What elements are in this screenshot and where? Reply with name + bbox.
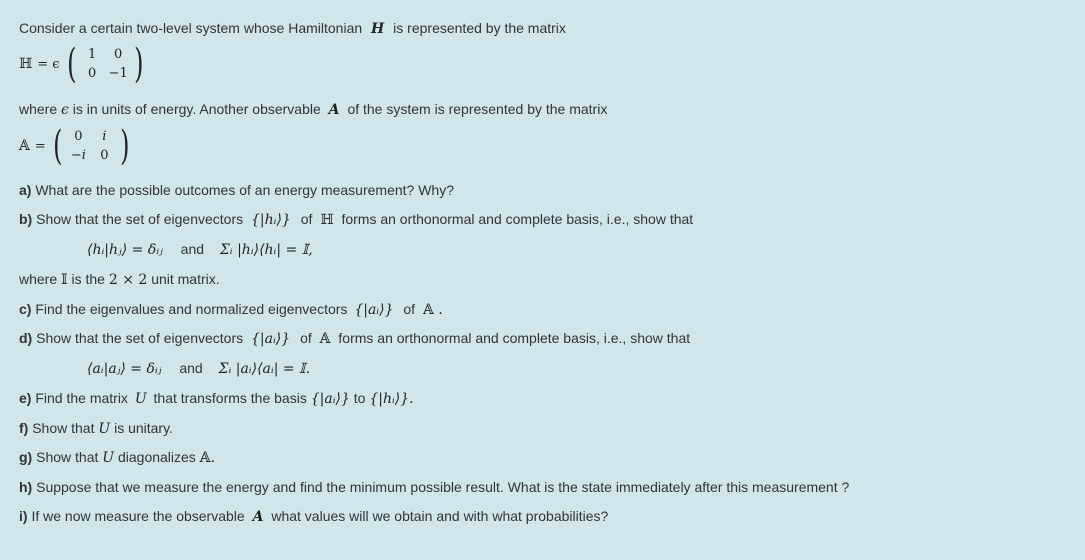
unit-matrix-symbol: 𝕀 xyxy=(61,272,68,288)
right-paren: ) xyxy=(134,41,144,87)
part-b-label: b) xyxy=(19,211,33,227)
part-b-and: and xyxy=(180,241,205,257)
matrix-cell: 0 xyxy=(88,66,97,81)
part-d-symbol: 𝔸 xyxy=(319,331,331,347)
part-b xyxy=(19,211,693,228)
matrix-h xyxy=(19,41,147,87)
part-g-u-symbol: U xyxy=(102,450,115,466)
part-c-label: c) xyxy=(19,301,32,317)
matrix-cell: 0 xyxy=(74,129,83,144)
part-c xyxy=(19,301,443,318)
part-a-text: What are the possible outcomes of an energy measurement? Why? xyxy=(35,182,455,198)
matrix-h-eq: = ϵ xyxy=(37,56,60,72)
where-unit-after: unit matrix. xyxy=(151,271,220,287)
part-d-of: of xyxy=(300,330,312,346)
part-f-u-symbol: U xyxy=(98,421,111,437)
part-d-eq2: Σᵢ |aᵢ⟩⟨aᵢ| = 𝕀. xyxy=(218,361,311,377)
matrix-cell: i xyxy=(102,129,107,144)
where-unit-mid: is the xyxy=(71,271,105,287)
part-c-symbol: 𝔸 . xyxy=(422,302,443,318)
part-c-of: of xyxy=(403,301,416,317)
unit-matrix-dims: 2 × 2 xyxy=(108,272,148,288)
left-paren: ( xyxy=(52,123,63,169)
part-d xyxy=(19,330,690,347)
hamiltonian-symbol: H xyxy=(371,21,385,37)
part-g xyxy=(19,449,215,466)
matrix-cell: −1 xyxy=(108,66,128,81)
matrix-cell: 1 xyxy=(88,47,97,62)
part-g-label: g) xyxy=(19,449,33,465)
part-a-label: a) xyxy=(19,182,32,198)
where-unit-text: where xyxy=(19,271,58,287)
part-e-set2: {|hᵢ⟩}. xyxy=(369,391,414,407)
part-d-text-after: forms an orthonormal and complete basis, i.e., show that xyxy=(338,330,691,346)
where-text-after: of the system is represented by the matrix xyxy=(347,101,608,117)
matrix-cell: 0 xyxy=(100,148,109,163)
matrix-a xyxy=(19,123,133,169)
part-e-to: to xyxy=(353,390,366,406)
part-f xyxy=(19,420,173,437)
epsilon-symbol: ϵ xyxy=(61,102,69,118)
part-b-text: Show that the set of eigenvectors xyxy=(36,211,244,227)
part-i-text: If we now measure the observable xyxy=(31,508,245,524)
part-e-label: e) xyxy=(19,390,32,406)
part-b-eq2: Σᵢ |hᵢ⟩⟨hᵢ| = 𝕀, xyxy=(219,242,313,258)
matrix-a-lhs: 𝔸 xyxy=(19,138,30,154)
part-a xyxy=(19,182,454,198)
part-d-label: d) xyxy=(19,330,33,346)
part-h-text: Suppose that we measure the energy and find the minimum possible result. What is the state immediately after this measurement ? xyxy=(36,479,850,495)
left-paren: ( xyxy=(66,41,77,87)
where-epsilon-line xyxy=(19,101,607,118)
part-f-text: Show that xyxy=(32,420,95,436)
right-paren: ) xyxy=(120,123,130,169)
part-d-equations xyxy=(87,360,310,377)
part-f-text-after: is unitary. xyxy=(114,420,173,436)
part-b-set: {|hᵢ⟩} xyxy=(251,212,291,228)
part-d-set: {|aᵢ⟩} xyxy=(251,331,291,347)
part-d-and: and xyxy=(179,360,203,376)
part-b-symbol: ℍ xyxy=(320,212,334,228)
part-g-symbol: 𝔸. xyxy=(199,450,216,466)
part-i-label: i) xyxy=(19,508,28,524)
matrix-h-lhs: ℍ xyxy=(19,56,33,72)
part-i-a-symbol: A xyxy=(252,509,264,525)
part-b-of: of xyxy=(300,211,313,227)
part-b-equations xyxy=(87,241,313,258)
part-d-eq1: ⟨aᵢ|aⱼ⟩ = δᵢⱼ xyxy=(87,361,162,377)
part-e-text-mid: that transforms the basis xyxy=(153,390,307,406)
part-f-label: f) xyxy=(19,420,29,436)
part-i-text-after: what values will we obtain and with what probabilities? xyxy=(271,508,609,524)
part-e-text: Find the matrix xyxy=(35,390,128,406)
where-text-mid: is in units of energy. Another observable xyxy=(72,101,321,117)
part-i xyxy=(19,508,608,525)
part-c-text: Find the eigenvalues and normalized eigenvectors xyxy=(35,301,348,317)
part-d-text: Show that the set of eigenvectors xyxy=(36,330,244,346)
observable-a-symbol: A xyxy=(328,102,340,118)
part-c-set: {|aᵢ⟩} xyxy=(354,302,394,318)
part-b-eq1: ⟨hᵢ|hⱼ⟩ = δᵢⱼ xyxy=(87,242,163,258)
part-b-text-after: forms an orthonormal and complete basis, i.e., show that xyxy=(341,211,694,227)
part-g-text: Show that xyxy=(36,449,99,465)
matrix-cell: 0 xyxy=(114,47,123,62)
intro-text: Consider a certain two-level system whose Hamiltonian xyxy=(19,20,363,36)
matrix-h-body xyxy=(64,41,147,87)
intro-line xyxy=(19,20,566,37)
part-h xyxy=(19,479,849,495)
matrix-a-eq: = xyxy=(34,138,46,154)
part-g-text-after: diagonalizes xyxy=(117,449,196,465)
where-unit-line xyxy=(19,271,220,288)
part-e-u-symbol: U xyxy=(134,391,147,407)
part-e xyxy=(19,390,414,407)
part-e-set1: {|aᵢ⟩} xyxy=(310,391,350,407)
intro-text-after: is represented by the matrix xyxy=(393,20,566,36)
part-h-label: h) xyxy=(19,479,33,495)
matrix-a-body xyxy=(50,123,133,169)
matrix-cell: −i xyxy=(70,148,86,163)
where-text: where xyxy=(19,101,58,117)
